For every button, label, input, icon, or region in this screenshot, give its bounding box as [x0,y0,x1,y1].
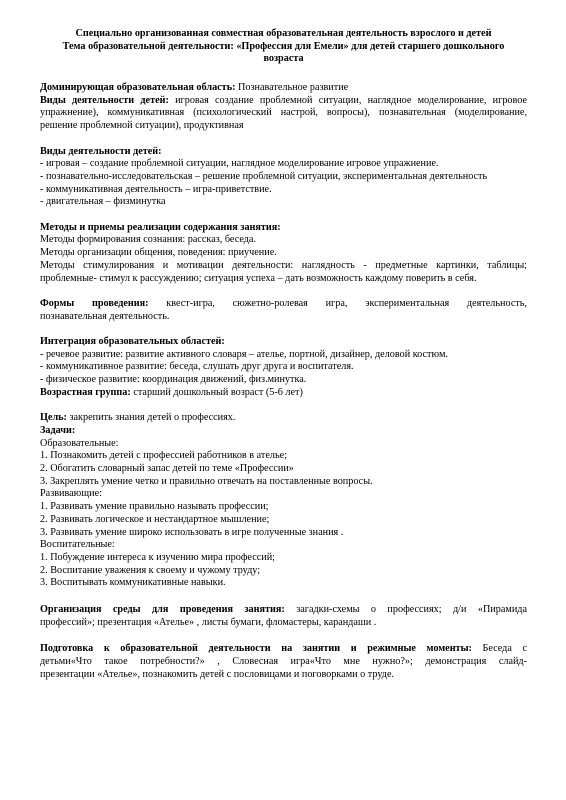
task-item: 1. Развивать умение правильно называть профессии; [40,501,269,513]
activity-item: - познавательно-исследовательская – решение проблемной ситуации, экспериментальная деятельность [40,170,488,182]
upbringing-label: Воспитательные: [40,539,115,551]
tasks-heading: Задачи: [40,424,76,436]
preparation-label: Подготовка к образовательной деятельности на занятии и режимные моменты: [40,643,472,655]
age-group-line: Возрастная группа: старший дошкольный возраст (5-6 лет) [40,386,303,398]
activity-item: - коммуникативная деятельность – игра-приветствие. [40,183,272,195]
task-item: 2. Обогатить словарный запас детей по теме «Профессии» [40,463,294,475]
activity-item: - двигательная – физминутка [40,196,166,208]
preparation-line-3: презентации «Ателье», познакомить детей с пословицами и поговорками о труде. [40,668,395,680]
methods-line-4: проблемные- стимул к рассуждению; ситуация успеха – дать возможность каждому поверить в себя. [40,272,477,284]
preparation-line-1: Подготовка к образовательной деятельности на занятии и режимные моменты: Беседа с [40,643,527,655]
activities-heading: Виды деятельности детей: [40,145,162,157]
domain-line [40,82,527,95]
forms-line-2: познавательная деятельность. [40,310,170,322]
methods-line-3: Методы стимулирования и мотивации деятельности: наглядность - предметные картинки, таблицы; [40,259,527,271]
goal-label: Цель: [40,412,67,424]
domain-value: Познавательное развитие [235,82,349,93]
task-item: 3. Развивать умение широко использовать в игре полученные знания . [40,526,344,538]
environment-line-1: Организация среды для проведения занятия: загадки-схемы о профессиях; д/и «Пирамида [40,604,527,616]
integration-heading: Интеграция образовательных областей: [40,336,225,347]
activities-summary-line-2: упражнение), коммуникативная (психологический настрой, вопросы), познавательная (моделирование, [40,107,527,119]
task-item: 1. Познакомить детей с профессией работников в ателье; [40,450,287,462]
task-item: 2. Развивать логическое и нестандартное мышление; [40,513,270,525]
activities-summary-line-3: решение проблемной ситуации), продуктивная [40,120,244,132]
forms-line-1: Формы проведения: квест-игра, сюжетно-ролевая игра, экспериментальная деятельность, [40,297,527,309]
educational-label: Образовательные: [40,437,119,449]
title-line-2: Тема образовательной деятельности: «Профессия для Емели» для детей старшего дошкольного [62,40,505,52]
integration-item: - коммуникативное развитие: беседа, слушать друг друга и воспитателя. [40,361,354,373]
environment-label: Организация среды для проведения занятия: [40,604,285,616]
integration-item: - речевое развитие: развитие активного словаря – ателье, портной, дизайнер, деловой костюм. [40,348,448,360]
environment-line-2: профессий»; презентация «Ателье» , листы бумаги, фломастеры, карандаши . [40,616,377,628]
activities-summary-line-1: Виды деятельности детей: игровая создание проблемной ситуации, наглядное моделирование, игровое [40,94,527,106]
forms-label: Формы проведения: [40,297,149,309]
domain-label: Доминирующая образовательная область: [40,82,236,93]
age-group-label: Возрастная группа: [40,386,131,398]
task-item: 1. Побуждение интереса к изучению мира профессий; [40,551,275,563]
task-item: 3. Закреплять умение четко и правильно отвечать на поставленные вопросы. [40,475,373,487]
task-item: 3. Воспитывать коммуникативные навыки. [40,577,226,589]
title-line-3: возраста [263,53,304,65]
methods-line-2: Методы организации общения, поведения: приучение. [40,247,277,259]
developing-label: Развивающие: [40,488,102,500]
title-line-1: Специально организованная совместная образовательная деятельность взрослого и детей [75,28,492,39]
document-title [40,28,527,66]
activity-item: - игровая – создание проблемной ситуации, наглядное моделирование игровое упражнение. [40,158,439,170]
methods-line-1: Методы формирования сознания: рассказ, беседа. [40,234,256,246]
document-body [40,82,527,682]
preparation-line-2: детьми«Что такое потребности?» , Словесная игра«Что мне нужно?»; демонстрация слайд- [40,656,527,668]
methods-heading: Методы и приемы реализации содержания занятия: [40,221,281,233]
integration-item: - физическое развитие: координация движений, физ.минутка. [40,374,307,386]
task-item: 2. Воспитание уважения к своему и чужому труду; [40,564,261,576]
activities-summary-label: Виды деятельности детей: [40,94,169,106]
goal-line: Цель: закрепить знания детей о профессиях. [40,412,236,424]
